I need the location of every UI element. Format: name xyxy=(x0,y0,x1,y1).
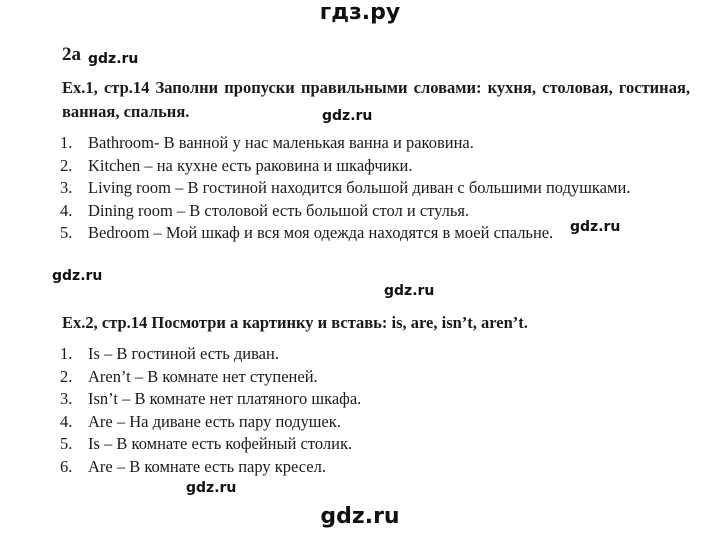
list-item xyxy=(60,456,690,479)
item-text: Bathroom- В ванной у нас маленькая ванна и раковина. xyxy=(88,133,474,152)
watermark-inline: gdz.ru xyxy=(384,283,435,299)
exercise2-list xyxy=(60,343,690,478)
list-item xyxy=(60,132,690,155)
exercise1-heading: Ex.1, стр.14 Заполни пропуски правильными словами: кухня, столовая, гостиная, ванная, спальня. xyxy=(62,78,690,121)
list-item xyxy=(60,388,690,411)
item-text: Bedroom – Мой шкаф и вся моя одежда находятся в моей спальне. xyxy=(88,223,554,242)
item-text: Is – В гостиной есть диван. xyxy=(88,344,279,363)
list-item xyxy=(60,343,690,366)
page-label: 2a xyxy=(62,44,81,65)
item-text: Dining room – В столовой есть большой стол и стулья. xyxy=(88,200,470,220)
watermark-inline: gdz.ru xyxy=(570,219,621,235)
item-text: Aren’t – В комнате нет ступеней. xyxy=(88,366,318,386)
item-number: 3. xyxy=(60,178,73,197)
exercise2-heading: Ex.2, стр.14 Посмотри а картинку и вставь: is, are, isn’t, aren’t. xyxy=(62,313,528,332)
item-text: Isn’t – В комнате нет платяного шкафа. xyxy=(88,389,362,408)
item-number: 4. xyxy=(60,200,73,220)
item-text: Living room – В гостиной находится большой диван с большими подушками. xyxy=(88,178,631,197)
site-watermark-top: гдз.ру xyxy=(319,0,401,25)
item-number: 3. xyxy=(60,389,73,408)
item-number: 4. xyxy=(60,411,73,431)
item-number: 1. xyxy=(60,344,73,363)
item-number: 1. xyxy=(60,133,73,152)
list-item xyxy=(60,411,690,434)
item-number: 2. xyxy=(60,366,73,386)
site-watermark-bottom: gdz.ru xyxy=(320,504,400,529)
item-number: 5. xyxy=(60,434,73,453)
list-item xyxy=(60,433,690,456)
item-text: Is – В комнате есть кофейный столик. xyxy=(88,434,353,453)
list-item xyxy=(60,366,690,389)
item-text: Are – В комнате есть пару кресел. xyxy=(88,456,326,476)
watermark-inline: gdz.ru xyxy=(52,268,103,284)
list-item xyxy=(60,155,690,178)
watermark-inline: gdz.ru xyxy=(88,51,139,67)
item-number: 5. xyxy=(60,223,73,242)
watermark-inline: gdz.ru xyxy=(322,108,373,124)
list-item xyxy=(60,177,690,200)
item-text: Kitchen – на кухне есть раковина и шкафчики. xyxy=(88,155,413,175)
item-number: 2. xyxy=(60,155,73,175)
item-number: 6. xyxy=(60,456,73,476)
item-text: Are – На диване есть пару подушек. xyxy=(88,411,341,431)
watermark-inline: gdz.ru xyxy=(186,480,237,496)
